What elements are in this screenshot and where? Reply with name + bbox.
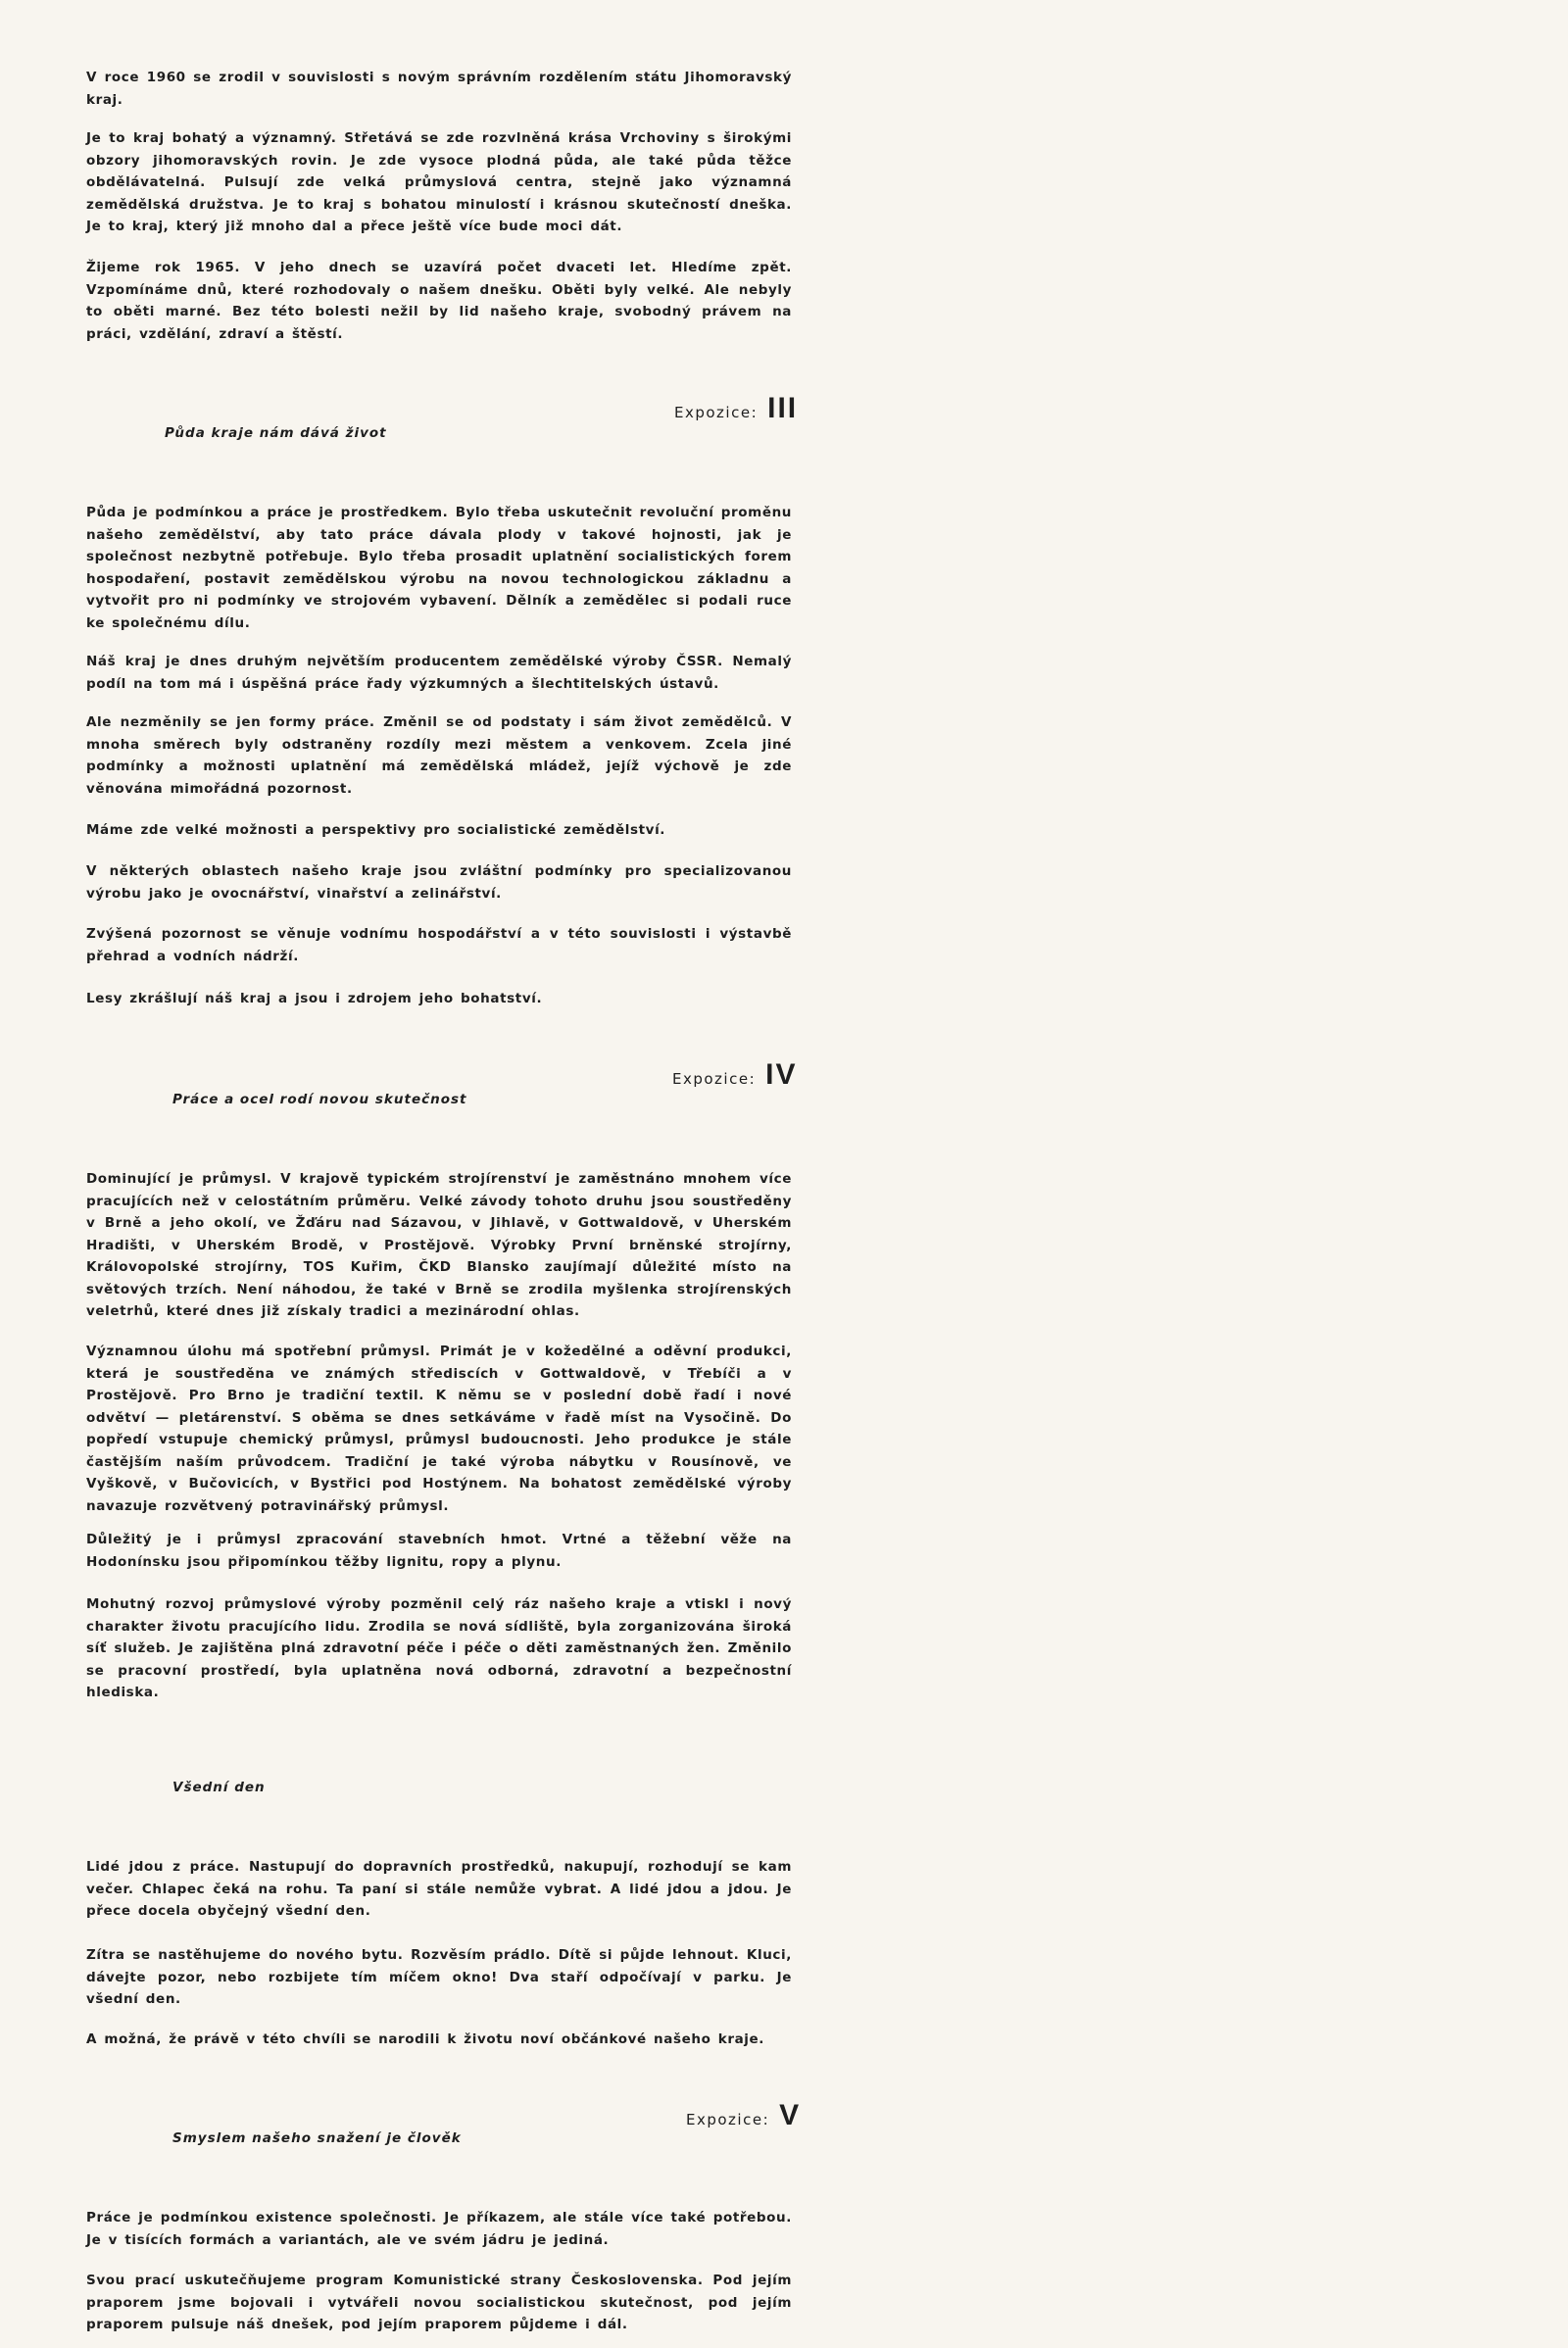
section-paragraph: Zítra se nastěhujeme do nového bytu. Rozvěsím prádlo. Dítě si půjde lehnout. Kluci, dávejte pozor, nebo rozbijete tím míčem okno! Dva staří odpočívají v parku. Je všední den. (86, 1947, 792, 2007)
expozice-label: Expozice: (686, 2111, 770, 2128)
expozice-3-heading (674, 392, 798, 425)
section-paragraph: Náš kraj je dnes druhým největším producentem zemědělské výroby ČSSR. Nemalý podíl na tom má i úspěšná práce řady výzkumných a šlechtitelských ústavů. (86, 654, 792, 692)
section-paragraph: Práce je podmínkou existence společnosti. Je příkazem, ale stále více také potřebou. Je v tisících formách a variantách, ale ve svém jádru je jediná. (86, 2210, 792, 2248)
section-paragraph: V některých oblastech našeho kraje jsou zvláštní podmínky pro specializovanou výrobu jako je ovocnářství, vinařství a zelinářství. (86, 863, 792, 902)
section-paragraph: Mohutný rozvoj průmyslové výroby pozměnil celý ráz našeho kraje a vtiskl i nový charakter životu pracujícího lidu. Zrodila se nová sídliště, byla zorganizována široká síť služeb. Je zajištěna plná zdravotní péče i péče o děti zaměstnaných žen. Změnilo se pracovní prostředí, byla uplatněna nová odborná, zdravotní a bezpečnostní hlediska. (86, 1596, 792, 1700)
section-paragraph: Svou prací uskutečňujeme program Komunistické strany Československa. Pod jejím praporem jsme bojovali i vytvářeli novou socialistickou skutečnost, pod jejím praporem pulsuje náš dnešek, pod jejím praporem půjdeme i dál. (86, 2273, 792, 2332)
section-paragraph: Důležitý je i průmysl zpracování stavebních hmot. Vrtné a těžební věže na Hodonínsku jsou připomínkou těžby lignitu, ropy a plynu. (86, 1532, 792, 1570)
expozice-label: Expozice: (674, 404, 759, 421)
section-subtitle: Práce a ocel rodí novou skutečnost (172, 1092, 467, 1107)
intro-paragraph-2: Je to kraj bohatý a významný. Střetává se zde rozvlněná krása Vrchoviny s širokými obzory jihomoravských rovin. Je zde vysoce plodná půda, ale také půda těžce obdělávatelná. Pulsují zde velká průmyslová centra, stejně jako významná zemědělská družstva. Je to kraj s bohatou minulostí i krásnou skutečností dneška. Je to kraj, který již mnoho dal a přece ještě více bude moci dát. (86, 130, 792, 234)
section-paragraph: Dominující je průmysl. V krajově typickém strojírenství je zaměstnáno mnohem více pracujících než v celostátním průměru. Velké závody tohoto druhu jsou soustředěny v Brně a jeho okolí, ve Žďáru nad Sázavou, v Jihlavě, v Gottwaldově, v Uherském Hradišti, v Uherském Brodě, v Prostějově. Výrobky První brněnské strojírny, Královopolské strojírny, TOS Kuřim, ČKD Blansko zaujímají důležité místo na světových trzích. Není náhodou, že také v Brně se zrodila myšlenka strojírenských veletrhů, které dnes již získaly tradici a mezinárodní ohlas. (86, 1171, 792, 1319)
intro-paragraph-3: Žijeme rok 1965. V jeho dnech se uzavírá počet dvaceti let. Hledíme zpět. Vzpomínáme dnů, které rozhodovaly o našem dnešku. Oběti byly velké. Ale nebyly to oběti marné. Bez této bolesti nežil by lid našeho kraje, svobodný právem na práci, vzdělání, zdraví a štěstí. (86, 260, 792, 342)
section-subtitle: Všední den (172, 1780, 266, 1795)
expozice-number: V (779, 2099, 802, 2131)
expozice-4-heading (672, 1058, 797, 1092)
section-subtitle: Půda kraje nám dává život (165, 425, 387, 441)
section-paragraph: Ale nezměnily se jen formy práce. Změnil se od podstaty i sám život zemědělců. V mnoha směrech byly odstraněny rozdíly mezi městem a venkovem. Zcela jiné podmínky a možnosti uplatnění má zemědělská mládež, jejíž výchově je zde věnována mimořádná pozornost. (86, 714, 792, 797)
expozice-label: Expozice: (672, 1070, 757, 1088)
section-subtitle: Smyslem našeho snažení je člověk (172, 2130, 462, 2146)
section-paragraph: Máme zde velké možnosti a perspektivy pro socialistické zemědělství. (86, 822, 666, 838)
section-paragraph: Lesy zkrášlují náš kraj a jsou i zdrojem jeho bohatství. (86, 991, 543, 1006)
intro-paragraph-1: V roce 1960 se zrodil v souvislosti s novým správním rozdělením státu Jihomoravský kraj. (86, 70, 792, 108)
section-paragraph: Lidé jdou z práce. Nastupují do dopravních prostředků, nakupují, rozhodují se kam večer. Chlapec čeká na rohu. Ta paní si stále nemůže vybrat. A lidé jdou a jdou. Je přece docela obyčejný všední den. (86, 1859, 792, 1919)
section-paragraph: Půda je podmínkou a práce je prostředkem. Bylo třeba uskutečnit revoluční proměnu našeho zemědělství, aby tato práce dávala plody v takové hojnosti, jak je společnost nezbytně potřebuje. Bylo třeba prosadit uplatnění socialistických forem hospodaření, postavit zemědělskou výrobu na novou technologickou základnu a vytvořit pro ni podmínky ve strojovém vybavení. Dělník a zemědělec si podali ruce ke společnému dílu. (86, 505, 792, 631)
section-paragraph: A možná, že právě v této chvíli se narodili k životu noví občánkové našeho kraje. (86, 2031, 764, 2047)
section-paragraph: Zvýšená pozornost se věnuje vodnímu hospodářství a v této souvislosti i výstavbě přehrad a vodních nádrží. (86, 926, 792, 964)
expozice-number: IV (765, 1058, 798, 1091)
expozice-number: III (767, 392, 799, 424)
section-paragraph: Významnou úlohu má spotřební průmysl. Primát je v kožedělné a oděvní produkci, která je soustředěna ve známých střediscích v Gottwaldově, v Třebíči a v Prostějově. Pro Brno je tradiční textil. K němu se v poslední době řadí i nové odvětví — pletárenství. S oběma se dnes setkáváme v řadě míst na Vysočině. Do popředí vstupuje chemický průmysl, průmysl budoucnosti. Jeho produkce je stále častějším naším průvodcem. Tradiční je také výroba nábytku v Rousínově, ve Vyškově, v Bučovicích, v Bystřici pod Hostýnem. Na bohatost zemědělské výroby navazuje rozvětvený potravinářský průmysl. (86, 1344, 792, 1514)
expozice-5-heading (686, 2099, 801, 2132)
